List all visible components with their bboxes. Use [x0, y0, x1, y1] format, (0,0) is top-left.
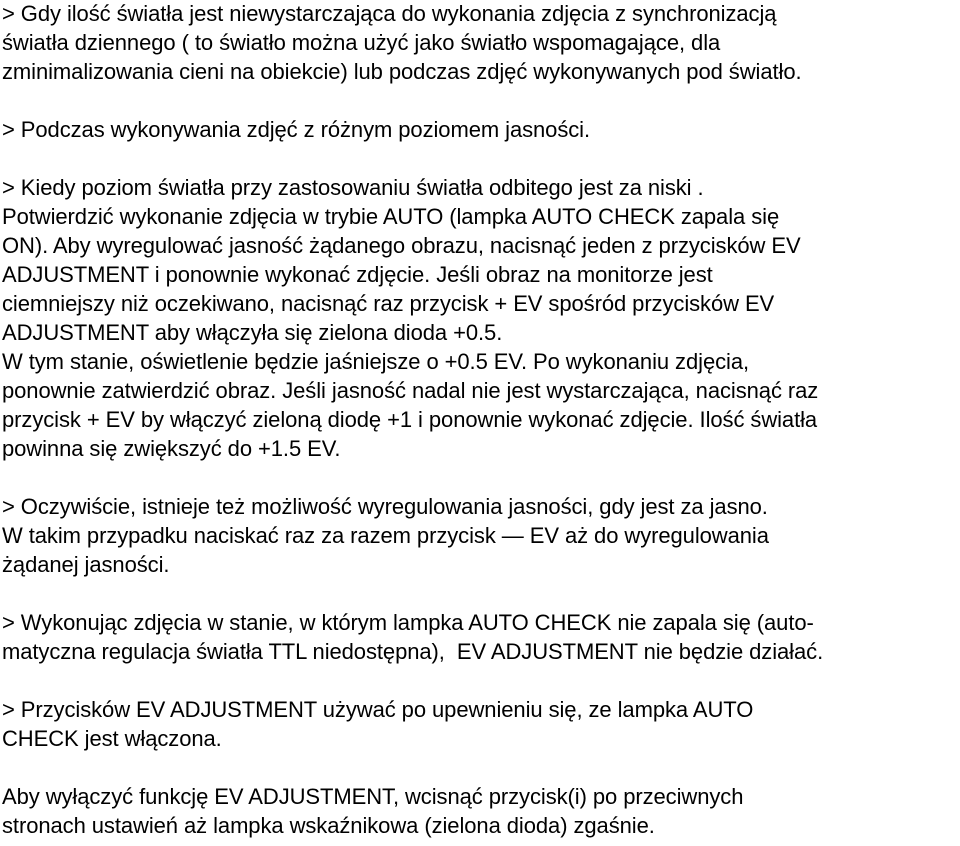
text-line: ponownie zatwierdzić obraz. Jeśli jasność nadal nie jest wystarczająca, nacisnąć raz — [2, 378, 819, 403]
text-line: CHECK jest włączona. — [2, 726, 222, 751]
text-line: Potwierdzić wykonanie zdjęcia w trybie AUTO (lampka AUTO CHECK zapala się — [2, 204, 780, 229]
text-line: > Kiedy poziom światła przy zastosowaniu światła odbitego jest za niski . — [2, 175, 704, 200]
text-line: ON). Aby wyregulować jasność żądanego obrazu, nacisnąć jeden z przycisków EV — [2, 233, 801, 258]
text-line: > Wykonując zdjęcia w stanie, w którym lampka AUTO CHECK nie zapala się (auto- — [2, 610, 814, 635]
text-line: przycisk + EV by włączyć zieloną diodę +1 i ponownie wykonać zdjęcie. Ilość światła — [2, 407, 818, 432]
text-line: W takim przypadku naciskać raz za razem przycisk — EV aż do wyregulowania — [2, 523, 769, 548]
text-line: stronach ustawień aż lampka wskaźnikowa (zielona dioda) zgaśnie. — [2, 813, 655, 838]
text-line: ADJUSTMENT aby włączyła się zielona dioda +0.5. — [2, 320, 503, 345]
text-line: > Podczas wykonywania zdjęć z różnym poziomem jasności. — [2, 117, 591, 142]
text-line: żądanej jasności. — [2, 552, 170, 577]
text-line: ADJUSTMENT i ponownie wykonać zdjęcie. Jeśli obraz na monitorze jest — [2, 262, 713, 287]
text-line: ciemniejszy niż oczekiwano, nacisnąć raz przycisk + EV spośród przycisków EV — [2, 291, 775, 316]
text-line: matyczna regulacja światła TTL niedostępna), EV ADJUSTMENT nie będzie działać. — [2, 639, 824, 664]
text-line: powinna się zwiększyć do +1.5 EV. — [2, 436, 341, 461]
text-line: zminimalizowania cieni na obiekcie) lub podczas zdjęć wykonywanych pod światło. — [2, 59, 802, 84]
text-line: > Oczywiście, istnieje też możliwość wyregulowania jasności, gdy jest za jasno. — [2, 494, 768, 519]
text-line: światła dziennego ( to światło można użyć jako światło wspomagające, dla — [2, 30, 721, 55]
text-line: W tym stanie, oświetlenie będzie jaśniejsze o +0.5 EV. Po wykonaniu zdjęcia, — [2, 349, 750, 374]
text-line: Aby wyłączyć funkcję EV ADJUSTMENT, wcisnąć przycisk(i) po przeciwnych — [2, 784, 744, 809]
text-line: > Przycisków EV ADJUSTMENT używać po upewnieniu się, ze lampka AUTO — [2, 697, 754, 722]
text-line: > Gdy ilość światła jest niewystarczająca do wykonania zdjęcia z synchronizacją — [2, 1, 777, 26]
